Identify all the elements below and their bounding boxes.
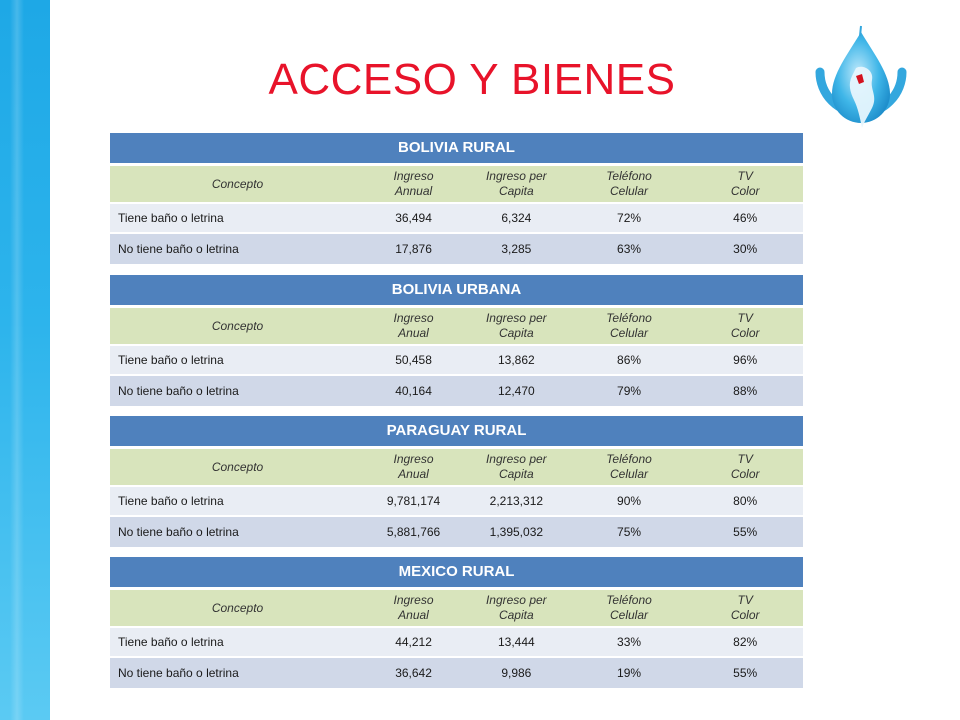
table-cell: 9,781,174	[386, 494, 441, 508]
column-header: TV Color	[730, 593, 760, 622]
table-cell: 1,395,032	[489, 525, 544, 539]
table-cell: 33%	[617, 635, 642, 649]
side-decoration-bar	[0, 0, 50, 720]
column-header: Ingreso per Capita	[485, 593, 547, 622]
table-cell: 55%	[733, 525, 758, 539]
column-header: Ingreso Annual	[393, 169, 434, 198]
column-header: Ingreso per Capita	[485, 452, 547, 481]
table-cell: 12,470	[498, 384, 535, 398]
table-row	[110, 202, 803, 232]
row-label: No tiene baño o letrina	[118, 525, 239, 539]
table-cell: 55%	[733, 666, 758, 680]
row-label: Tiene baño o letrina	[118, 635, 224, 649]
table-cell: 13,862	[498, 353, 535, 367]
column-header: Ingreso Anual	[393, 452, 434, 481]
table-cell: 79%	[617, 384, 642, 398]
column-header: Teléfono Celular	[606, 452, 652, 481]
water-drop-globe-logo-icon	[808, 24, 914, 146]
data-table	[110, 416, 803, 547]
page-title: ACCESO Y BIENES	[268, 55, 676, 104]
table-cell: 72%	[617, 211, 642, 225]
column-header: Teléfono Celular	[606, 593, 652, 622]
column-header: TV Color	[730, 169, 760, 198]
row-label: Tiene baño o letrina	[118, 353, 224, 367]
column-header-row	[110, 446, 803, 485]
table-cell: 86%	[617, 353, 642, 367]
row-label: No tiene baño o letrina	[118, 384, 239, 398]
table-row	[110, 344, 803, 374]
column-header: TV Color	[730, 311, 760, 340]
table-cell: 9,986	[501, 666, 532, 680]
table-title: BOLIVIA URBANA	[110, 275, 803, 305]
table-cell: 2,213,312	[489, 494, 544, 508]
table-cell: 30%	[733, 242, 758, 256]
table-cell: 5,881,766	[386, 525, 441, 539]
column-header: TV Color	[730, 452, 760, 481]
column-header: Ingreso per Capita	[485, 169, 547, 198]
table-cell: 19%	[617, 666, 642, 680]
table-row	[110, 515, 803, 547]
table-cell: 50,458	[395, 353, 432, 367]
table-row	[110, 232, 803, 264]
row-label: No tiene baño o letrina	[118, 666, 239, 680]
row-label: Tiene baño o letrina	[118, 211, 224, 225]
table-title: BOLIVIA RURAL	[110, 133, 803, 163]
column-header: Concepto	[211, 459, 264, 474]
table-title: PARAGUAY RURAL	[110, 416, 803, 446]
data-table	[110, 275, 803, 406]
column-header: Ingreso Anual	[393, 593, 434, 622]
table-cell: 36,494	[395, 211, 432, 225]
table-cell: 6,324	[501, 211, 532, 225]
table-cell: 96%	[733, 353, 758, 367]
data-table	[110, 557, 803, 688]
column-header: Teléfono Celular	[606, 169, 652, 198]
table-row	[110, 374, 803, 406]
table-title: MEXICO RURAL	[110, 557, 803, 587]
table-cell: 80%	[733, 494, 758, 508]
column-header: Ingreso Anual	[393, 311, 434, 340]
table-row	[110, 656, 803, 688]
table-cell: 90%	[617, 494, 642, 508]
column-header-row	[110, 305, 803, 344]
column-header: Teléfono Celular	[606, 311, 652, 340]
table-cell: 44,212	[395, 635, 432, 649]
table-cell: 63%	[617, 242, 642, 256]
data-table	[110, 133, 803, 264]
row-label: No tiene baño o letrina	[118, 242, 239, 256]
table-row	[110, 626, 803, 656]
column-header: Concepto	[211, 318, 264, 333]
row-label: Tiene baño o letrina	[118, 494, 224, 508]
table-cell: 88%	[733, 384, 758, 398]
table-cell: 13,444	[498, 635, 535, 649]
table-cell: 17,876	[395, 242, 432, 256]
column-header-row	[110, 163, 803, 202]
column-header: Concepto	[211, 600, 264, 615]
table-row	[110, 485, 803, 515]
table-cell: 82%	[733, 635, 758, 649]
column-header-row	[110, 587, 803, 626]
column-header: Ingreso per Capita	[485, 311, 547, 340]
table-cell: 36,642	[395, 666, 432, 680]
table-cell: 75%	[617, 525, 642, 539]
column-header: Concepto	[211, 176, 264, 191]
table-cell: 40,164	[395, 384, 432, 398]
table-cell: 3,285	[501, 242, 532, 256]
table-cell: 46%	[733, 211, 758, 225]
